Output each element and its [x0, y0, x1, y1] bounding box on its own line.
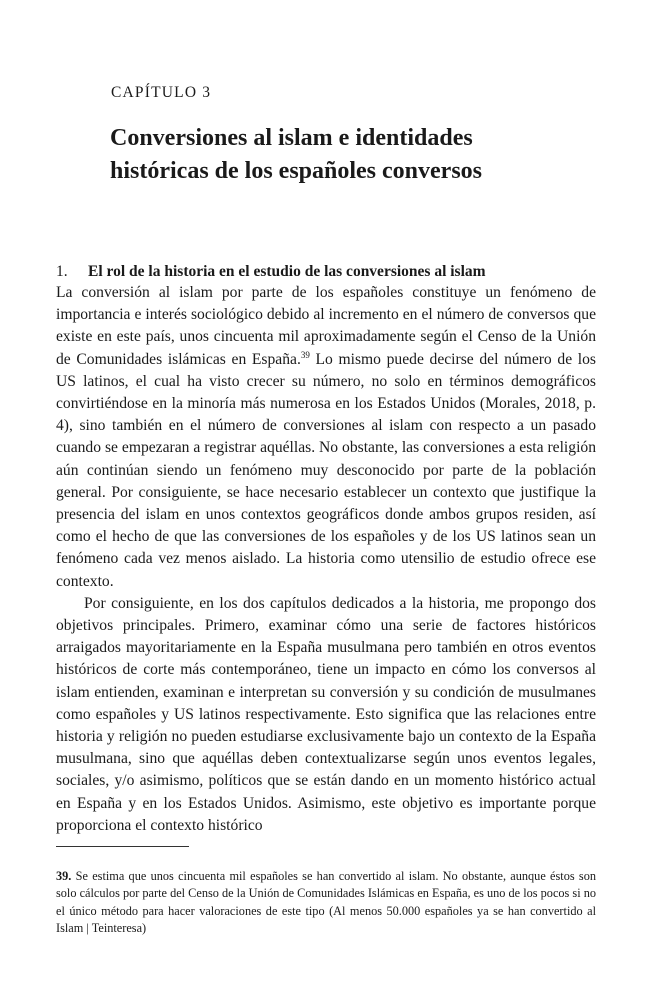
paragraph-1 [56, 282, 596, 593]
footnote-number: 39. [56, 869, 72, 883]
chapter-title-line-2: históricas de los españoles conversos [110, 158, 482, 184]
footnote-text: Se estima que unos cincuenta mil españoles se han convertido al islam. No obstante, aunque éstos son solo cálculos por parte del Censo de la Unión de Comunidades Islámicas en España, es uno de los pocos si no el único método para hacer valoraciones de este tipo (Al menos 50.000 españoles ya se han convertido al Islam | Teinteresa) [56, 869, 596, 936]
section-heading [56, 262, 596, 282]
footnote-reference-39[interactable]: 39 [300, 349, 310, 360]
section-title: El rol de la historia en el estudio de las conversiones al islam [88, 263, 486, 280]
body-text [56, 282, 596, 837]
paragraph-1-text-a: La conversión al islam por parte de los españoles constituye un fenómeno de importancia e interés sociológico debido al incremento en el número de conversos que existe en este país, unos cincuenta mil aproximadamente según el Censo de la Unión de Comunidades islámicas en España. [56, 284, 596, 368]
chapter-title-line-1: Conversiones al islam e identidades [110, 125, 473, 151]
footnote-39 [56, 868, 596, 938]
paragraph-2: Por consiguiente, en los dos capítulos dedicados a la historia, me propongo dos objetivos principales. Primero, examinar cómo una serie de factores históricos arraigados mayoritariamente en la España musulmana pero también en otros eventos históricos de corte más contemporáneo, tiene un impacto en cómo los conversos al islam entienden, examinan e interpretan su conversión y su condición de musulmanes como españoles y US latinos respectivamente. Esto significa que las relaciones entre historia y religión no pueden estudiarse exclusivamente bajo un contexto de la España musulmana, sino que aquéllas deben contextualizarse según unos eventos legales, sociales, y/o asimismo, políticos que se están dando en un momento histórico actual en España y en los Estados Unidos. Asimismo, este objetivo es importante porque proporciona el contexto histórico [56, 594, 596, 834]
paragraph-1-text-b: Lo mismo puede decirse del número de los US latinos, el cual ha visto crecer su número, no solo en términos demográficos convirtiéndose en la minoría más numerosa en los Estados Unidos (Morales, 2018, p. 4), sino también en el número de conversiones al islam con respecto a un pasado cuando se empezaran a registrar aquéllas. No obstante, las conversiones a esta religión aún continúan siendo un fenómeno muy desconocido por parte de la población general. Por consiguiente, se hace necesario establecer un contexto que justifique la presencia del islam en unos contextos geográficos donde ambos grupos residen, así como el hecho de que las conversiones de los españoles y de los US latinos sean un fenómeno cada vez menos aislado. La historia como utensilio de estudio ofrece ese contexto. [56, 350, 596, 590]
footnote-divider [56, 846, 189, 847]
chapter-label: CAPÍTULO 3 [111, 84, 212, 101]
section-number: 1. [56, 263, 68, 280]
chapter-title [110, 122, 590, 188]
